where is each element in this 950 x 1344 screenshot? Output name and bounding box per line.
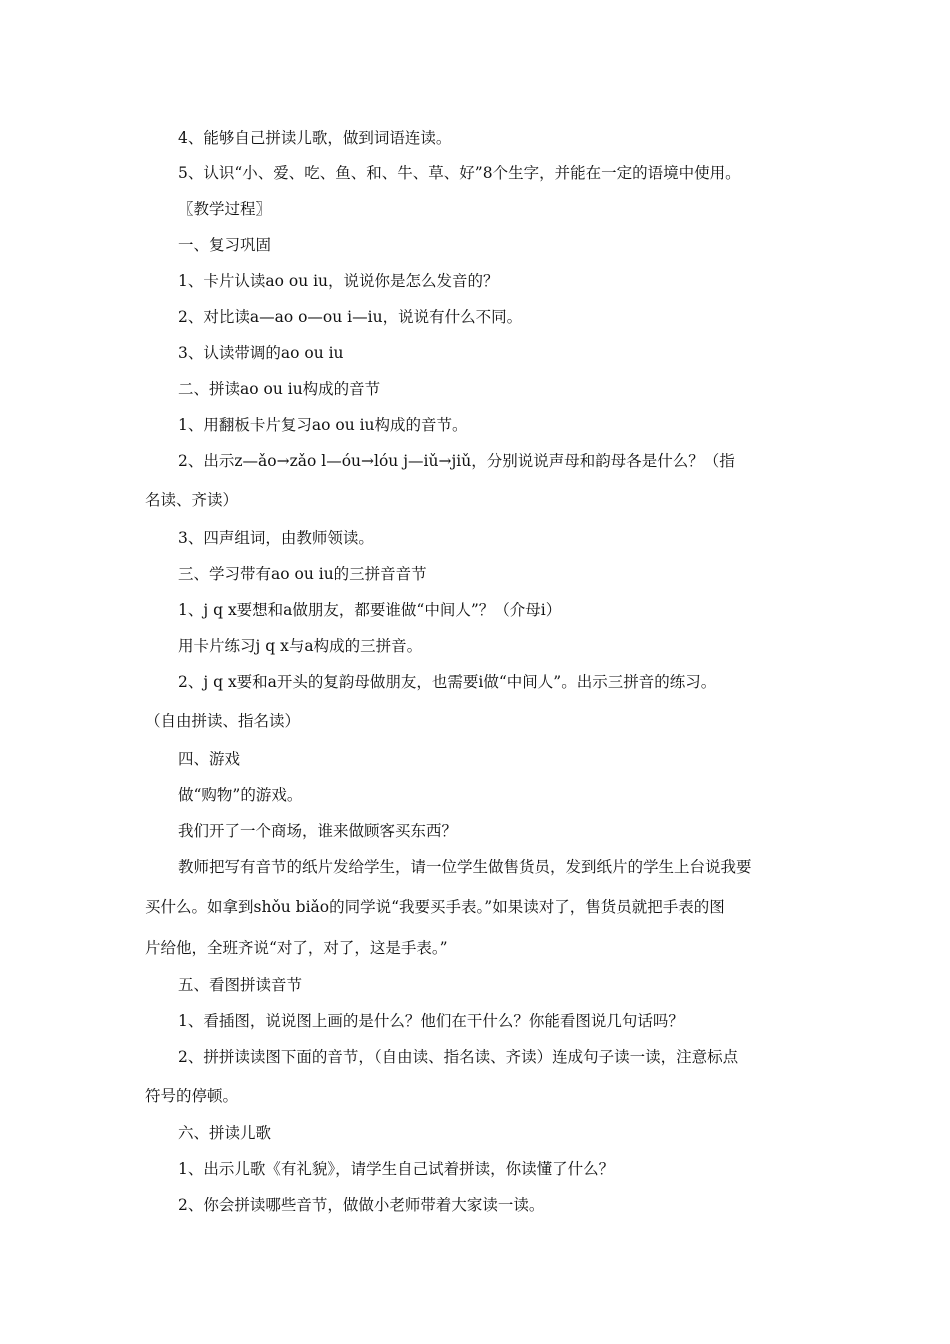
text-line: 教师把写有音节的纸片发给学生，请一位学生做售货员，发到纸片的学生上台说我要 xyxy=(178,858,752,876)
text-line: 4、能够自己拼读儿歌，做到词语连读。 xyxy=(178,129,452,147)
text-line: 1、看插图，说说图上画的是什么？他们在干什么？你能看图说几句话吗？ xyxy=(178,1012,684,1030)
text-line: （自由拼读、指名读） xyxy=(145,712,301,730)
text-line: 3、认读带调的ao ou iu xyxy=(178,344,344,362)
section-heading: 二、拼读ao ou iu构成的音节 xyxy=(178,380,381,398)
text-line: 1、j q x要想和a做朋友，都要谁做“中间人”？（介母i） xyxy=(178,601,562,619)
text-line: 3、四声组词，由教师领读。 xyxy=(178,529,374,547)
section-heading: 〖教学过程〗 xyxy=(178,200,272,218)
section-heading: 五、看图拼读音节 xyxy=(178,976,303,994)
section-heading: 一、复习巩固 xyxy=(178,236,272,254)
text-line: 用卡片练习j q x与a构成的三拼音。 xyxy=(178,637,423,655)
text-line: 片给他，全班齐说“对了，对了，这是手表。” xyxy=(145,939,448,957)
text-line: 买什么。如拿到shǒu biǎo的同学说“我要买手表。”如果读对了，售货员就把手表的图 xyxy=(145,898,725,916)
text-line: 1、出示儿歌《有礼貌》，请学生自己试着拼读，你读懂了什么？ xyxy=(178,1160,615,1178)
section-heading: 六、拼读儿歌 xyxy=(178,1124,272,1142)
text-line: 1、用翻板卡片复习ao ou iu构成的音节。 xyxy=(178,416,468,434)
text-line: 2、j q x要和a开头的复韵母做朋友，也需要i做“中间人”。出示三拼音的练习。 xyxy=(178,673,717,691)
text-line: 我们开了一个商场，谁来做顾客买东西？ xyxy=(178,822,458,840)
text-line: 5、认识“小、爱、吃、鱼、和、牛、草、好”8个生字，并能在一定的语境中使用。 xyxy=(178,164,741,182)
text-line: 做“购物”的游戏。 xyxy=(178,786,303,804)
text-line: 名读、齐读） xyxy=(145,491,239,509)
text-line: 2、你会拼读哪些音节，做做小老师带着大家读一读。 xyxy=(178,1196,545,1214)
section-heading: 三、学习带有ao ou iu的三拼音音节 xyxy=(178,565,427,583)
section-heading: 四、游戏 xyxy=(178,750,241,768)
text-line: 2、对比读a—ao o—ou i—iu，说说有什么不同。 xyxy=(178,308,523,326)
text-line: 2、拼拼读读图下面的音节，（自由读、指名读、齐读）连成句子读一读，注意标点 xyxy=(178,1048,739,1066)
text-line: 1、卡片认读ao ou iu，说说你是怎么发音的？ xyxy=(178,272,499,290)
text-line: 2、出示z—ǎo→zǎo l—óu→lóu j—iǔ→jiǔ，分别说说声母和韵母各是什么？（指 xyxy=(178,452,735,470)
text-line: 符号的停顿。 xyxy=(145,1087,239,1105)
